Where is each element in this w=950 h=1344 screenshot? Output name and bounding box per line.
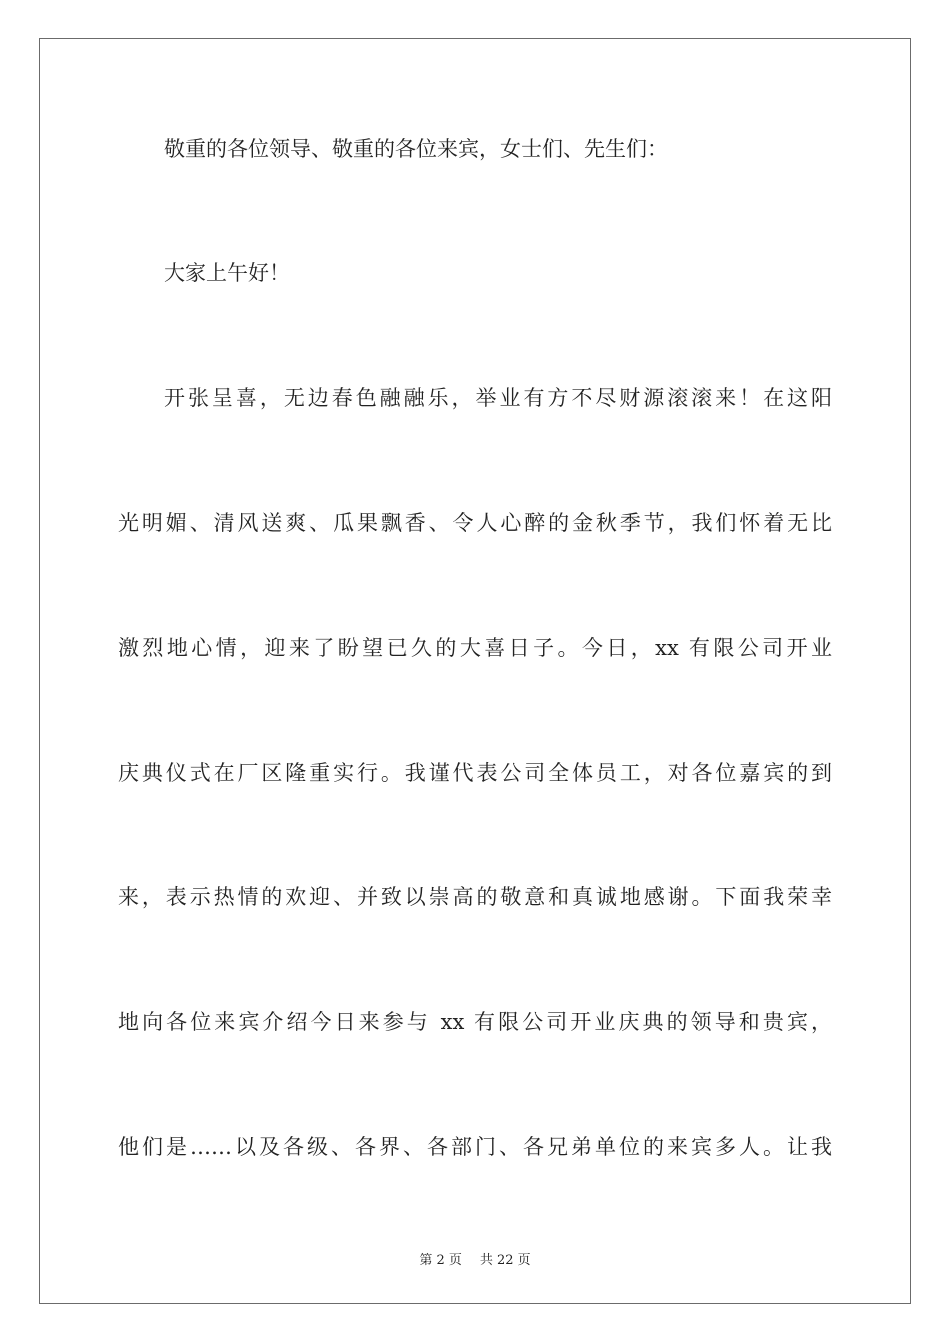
body-text-line: 来，表示热情的欢迎、并致以崇高的敬意和真诚地感谢。下面我荣幸	[118, 885, 832, 909]
current-page-label: 第 2 页	[419, 1253, 462, 1268]
page-border	[39, 38, 911, 1304]
body-text-line: 他们是……以及各级、各界、各部门、各兄弟单位的来宾多人。让我	[118, 1135, 832, 1159]
body-text-line: 地向各位来宾介绍今日来参与 xx 有限公司开业庆典的领导和贵宾，	[118, 1010, 832, 1034]
page-footer	[0, 1249, 950, 1268]
greeting-line: 大家上午好！	[164, 261, 290, 285]
salutation-line: 敬重的各位领导、敬重的各位来宾，女士们、先生们：	[164, 137, 668, 161]
body-text-line: 庆典仪式在厂区隆重实行。我谨代表公司全体员工，对各位嘉宾的到	[118, 761, 832, 785]
body-text-line: 开张呈喜，无边春色融融乐，举业有方不尽财源滚滚来！在这阳	[164, 386, 832, 410]
body-text-line: 光明媚、清风送爽、瓜果飘香、令人心醉的金秋季节，我们怀着无比	[118, 511, 832, 535]
body-text-line: 激烈地心情，迎来了盼望已久的大喜日子。今日，xx 有限公司开业	[118, 636, 832, 660]
total-pages-label: 共 22 页	[479, 1253, 531, 1268]
